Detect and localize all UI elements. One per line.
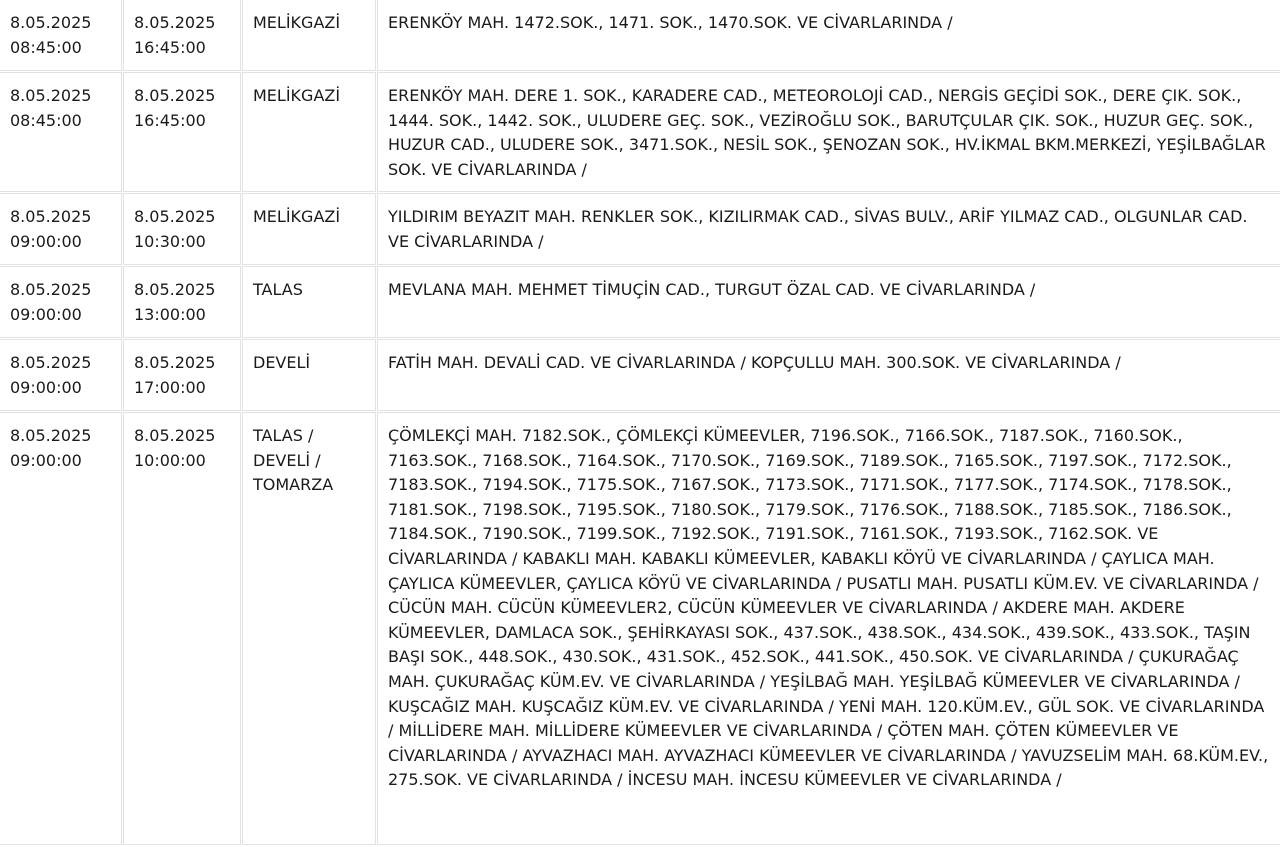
start-date: 8.05.2025 <box>10 86 92 105</box>
start-time: 08:45:00 <box>10 110 82 130</box>
end-time: 10:30:00 <box>134 231 206 251</box>
start-cell <box>0 340 121 410</box>
district-cell: TALAS <box>243 267 375 337</box>
table-row <box>0 340 1280 410</box>
start-cell <box>0 0 121 70</box>
table-row <box>0 413 1280 844</box>
end-time: 10:00:00 <box>134 450 206 470</box>
location-cell: MEVLANA MAH. MEHMET TİMUÇİN CAD., TURGUT ÖZAL CAD. VE CİVARLARINDA / <box>378 267 1280 337</box>
end-date: 8.05.2025 <box>134 207 216 226</box>
location-cell: FATİH MAH. DEVALİ CAD. VE CİVARLARINDA / KOPÇULLU MAH. 300.SOK. VE CİVARLARINDA / <box>378 340 1280 410</box>
end-cell <box>124 0 240 70</box>
start-time: 09:00:00 <box>10 377 82 397</box>
location-cell: YILDIRIM BEYAZIT MAH. RENKLER SOK., KIZILIRMAK CAD., SİVAS BULV., ARİF YILMAZ CAD., OLGUNLAR CAD. VE CİVARLARINDA / <box>378 194 1280 264</box>
start-cell <box>0 194 121 264</box>
district-cell: TALAS / DEVELİ / TOMARZA <box>243 413 375 844</box>
start-time: 09:00:00 <box>10 231 82 251</box>
end-cell <box>124 194 240 264</box>
district-cell: MELİKGAZİ <box>243 0 375 70</box>
district-cell: MELİKGAZİ <box>243 73 375 191</box>
end-date: 8.05.2025 <box>134 280 216 299</box>
start-date: 8.05.2025 <box>10 13 92 32</box>
start-date: 8.05.2025 <box>10 426 92 445</box>
start-cell <box>0 413 121 844</box>
end-cell <box>124 413 240 844</box>
end-date: 8.05.2025 <box>134 426 216 445</box>
location-cell: ÇÖMLEKÇİ MAH. 7182.SOK., ÇÖMLEKÇİ KÜMEEVLER, 7196.SOK., 7166.SOK., 7187.SOK., 7160.SOK., 7163.SOK., 7168.SOK., 7164.SOK., 7170.SOK., 7169.SOK., 7189.SOK., 7165.SOK., 7197.SOK., 7172.SOK., 7183.SOK., 7194.SOK., 7175.SOK., 7167.SOK., 7173.SOK., 7171.SOK., 7177.SOK., 7174.SOK., 7178.SOK., 7181.SOK., 7198.SOK., 7195.SOK., 7180.SOK., 7179.SOK., 7176.SOK., 7188.SOK., 7185.SOK., 7186.SOK., 7184.SOK., 7190.SOK., 7199.SOK., 7192.SOK., 7191.SOK., 7161.SOK., 7193.SOK., 7162.SOK. VE CİVARLARINDA / KABAKLI MAH. KABAKLI KÜMEEVLER, KABAKLI KÖYÜ VE CİVARLARINDA / ÇAYLICA MAH. ÇAYLICA KÜMEEVLER, ÇAYLICA KÖYÜ VE CİVARLARINDA / PUSATLI MAH. PUSATLI KÜM.EV. VE CİVARLARINDA / CÜCÜN MAH. CÜCÜN KÜMEEVLER2, CÜCÜN KÜMEEVLER VE CİVARLARINDA / AKDERE MAH. AKDERE KÜMEEVLER, DAMLACA SOK., ŞEHİRKAYASI SOK., 437.SOK., 438.SOK., 434.SOK., 439.SOK., 433.SOK., TAŞIN BAŞI SOK., 448.SOK., 430.SOK., 431.SOK., 452.SOK., 441.SOK., 450.SOK. VE CİVARLARINDA / ÇUKURAĞAÇ MAH. ÇUKURAĞAÇ KÜM.EV. VE CİVARLARINDA / YEŞİLBAĞ MAH. YEŞİLBAĞ KÜMEEVLER VE CİVARLARINDA / KUŞCAĞIZ MAH. KUŞCAĞIZ KÜM.EV. VE CİVARLARINDA / YENİ MAH. 120.KÜM.EV., GÜL SOK. VE CİVARLARINDA / MİLLİDERE MAH. MİLLİDERE KÜMEEVLER VE CİVARLARINDA / ÇÖTEN MAH. ÇÖTEN KÜMEEVLER VE CİVARLARINDA / AYVAZHACI MAH. AYVAZHACI KÜMEEVLER VE CİVARLARINDA / YAVUZSELİM MAH. 68.KÜM.EV., 275.SOK. VE CİVARLARINDA / İNCESU MAH. İNCESU KÜMEEVLER VE CİVARLARINDA / <box>378 413 1280 844</box>
end-cell <box>124 267 240 337</box>
end-cell <box>124 340 240 410</box>
district-cell: DEVELİ <box>243 340 375 410</box>
location-cell: ERENKÖY MAH. 1472.SOK., 1471. SOK., 1470.SOK. VE CİVARLARINDA / <box>378 0 1280 70</box>
start-cell <box>0 267 121 337</box>
end-date: 8.05.2025 <box>134 353 216 372</box>
district-cell: MELİKGAZİ <box>243 194 375 264</box>
table-row <box>0 0 1280 70</box>
start-time: 09:00:00 <box>10 450 82 470</box>
start-date: 8.05.2025 <box>10 207 92 226</box>
end-time: 17:00:00 <box>134 377 206 397</box>
end-time: 16:45:00 <box>134 110 206 130</box>
start-time: 08:45:00 <box>10 37 82 57</box>
end-date: 8.05.2025 <box>134 13 216 32</box>
start-cell <box>0 73 121 191</box>
start-date: 8.05.2025 <box>10 353 92 372</box>
end-date: 8.05.2025 <box>134 86 216 105</box>
table-row <box>0 194 1280 264</box>
end-time: 13:00:00 <box>134 304 206 324</box>
end-time: 16:45:00 <box>134 37 206 57</box>
table-row <box>0 73 1280 191</box>
end-cell <box>124 73 240 191</box>
table-row <box>0 267 1280 337</box>
start-date: 8.05.2025 <box>10 280 92 299</box>
location-cell: ERENKÖY MAH. DERE 1. SOK., KARADERE CAD., METEOROLOJİ CAD., NERGİS GEÇİDİ SOK., DERE ÇIK. SOK., 1444. SOK., 1442. SOK., ULUDERE GEÇ. SOK., VEZİROĞLU SOK., BARUTÇULAR ÇIK. SOK., HUZUR GEÇ. SOK., HUZUR CAD., ULUDERE SOK., 3471.SOK., NESİL SOK., ŞENOZAN SOK., HV.İKMAL BKM.MERKEZİ, YEŞİLBAĞLAR SOK. VE CİVARLARINDA / <box>378 73 1280 191</box>
start-time: 09:00:00 <box>10 304 82 324</box>
